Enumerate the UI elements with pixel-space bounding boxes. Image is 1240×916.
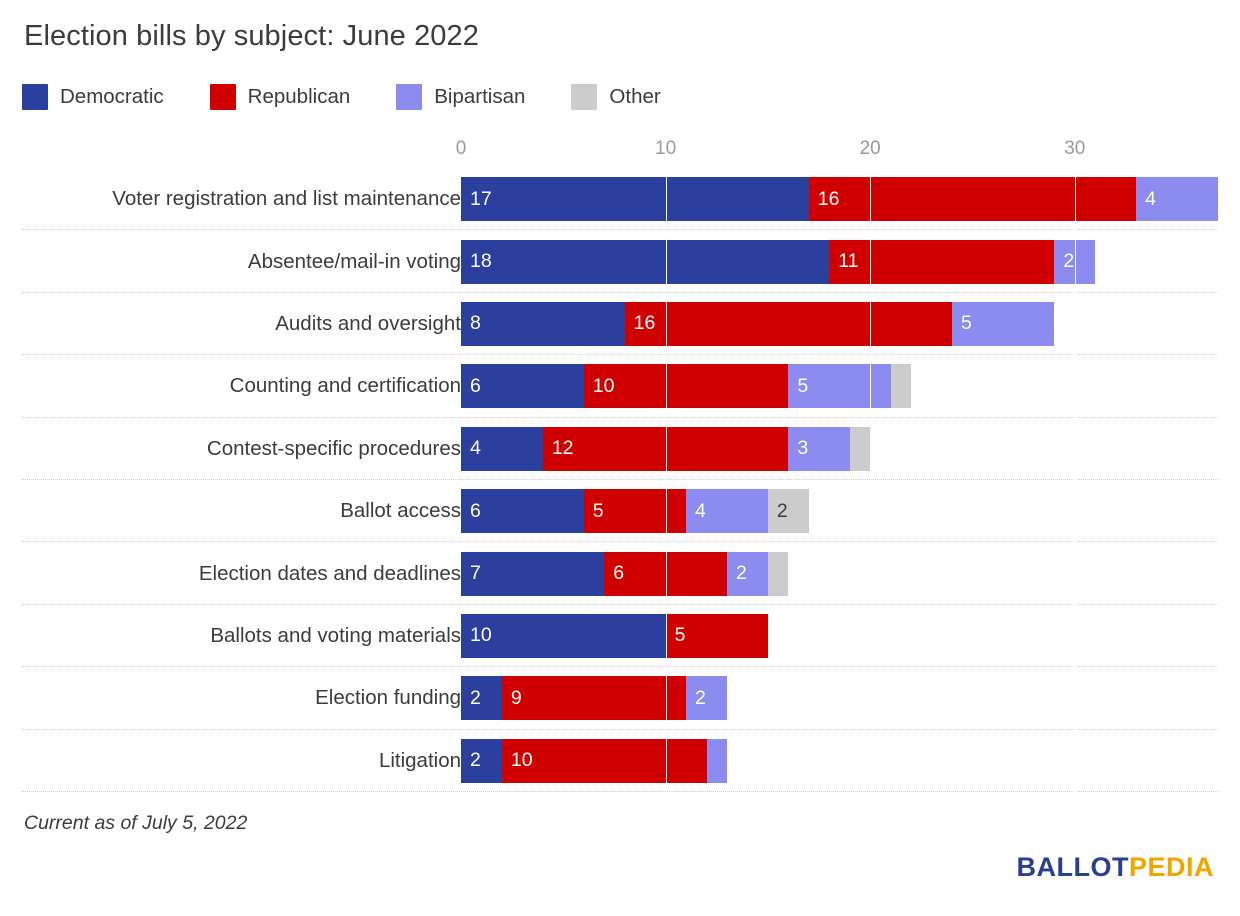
footnote: Current as of July 5, 2022 [24, 812, 248, 834]
bar-segment-republican [809, 177, 1136, 221]
bar-value-label: 2 [470, 749, 481, 772]
chart-row [0, 355, 1240, 417]
row-label: Election dates and deadlines [198, 561, 461, 585]
logo-text-pedia: PEDIA [1128, 852, 1214, 882]
bar-value-label: 5 [674, 624, 686, 647]
chart-row [0, 230, 1240, 292]
bar-value-label: 6 [470, 374, 481, 397]
stacked-bar [461, 302, 1054, 346]
bar-value-label: 10 [510, 749, 533, 772]
page-title: Election bills by subject: June 2022 [24, 20, 479, 52]
bar-segment-bipartisan [788, 427, 849, 471]
chart-row [0, 293, 1240, 355]
bar-segment-other [768, 552, 788, 596]
row-label: Ballots and voting materials [210, 623, 461, 647]
bar-segment-democratic [461, 177, 809, 221]
bar-segment-bipartisan [686, 676, 727, 720]
bar-segment-democratic [461, 552, 604, 596]
bar-segment-democratic [461, 614, 666, 658]
legend-item-democratic [22, 84, 164, 110]
bar-value-label: 6 [613, 562, 625, 585]
bar-segment-republican [584, 489, 686, 533]
bar-segment-bipartisan [1136, 177, 1218, 221]
legend-swatch-democratic [22, 84, 48, 110]
legend-label-other: Other [609, 85, 661, 108]
bar-value-label: 16 [633, 312, 656, 335]
bar-value-label: 5 [592, 499, 604, 522]
bar-value-label: 7 [470, 562, 481, 585]
row-label: Voter registration and list maintenance [112, 187, 461, 211]
bar-segment-bipartisan [707, 739, 727, 783]
bar-value-label: 12 [551, 437, 574, 460]
chart-row [0, 542, 1240, 604]
bar-segment-other [768, 489, 809, 533]
bar-segment-democratic [461, 302, 625, 346]
stacked-bar [461, 676, 727, 720]
legend-label-republican: Republican [247, 85, 351, 108]
legend-label-bipartisan: Bipartisan [434, 85, 526, 108]
bar-value-label: 9 [510, 686, 522, 709]
row-label: Absentee/mail-in voting [247, 249, 461, 273]
row-label: Litigation [378, 748, 461, 772]
bar-segment-bipartisan [727, 552, 768, 596]
legend-swatch-bipartisan [396, 84, 422, 110]
bar-segment-democratic [461, 676, 502, 720]
row-label: Counting and certification [229, 374, 461, 398]
chart-row [0, 667, 1240, 729]
bar-segment-democratic [461, 739, 502, 783]
bar-value-label: 4 [470, 437, 481, 460]
stacked-bar [461, 177, 1218, 221]
row-label: Ballot access [340, 499, 461, 523]
bar-segment-democratic [461, 489, 584, 533]
bar-segment-republican [502, 676, 686, 720]
chart-row [0, 168, 1240, 230]
bar-value-label: 5 [797, 374, 809, 397]
legend-item-other [571, 84, 660, 110]
stacked-bar [461, 364, 911, 408]
bar-segment-bipartisan [788, 364, 890, 408]
chart-row [0, 730, 1240, 792]
bar-segment-bipartisan [686, 489, 768, 533]
x-tick-label: 0 [455, 138, 467, 159]
row-label: Election funding [315, 686, 461, 710]
bar-value-label: 6 [470, 499, 481, 522]
row-label: Audits and oversight [275, 311, 461, 335]
bar-value-label: 3 [797, 437, 809, 460]
bar-segment-other [850, 427, 870, 471]
x-tick-label: 20 [859, 138, 881, 159]
bar-segment-republican [625, 302, 952, 346]
bar-segment-republican [829, 240, 1054, 284]
legend-label-democratic: Democratic [60, 85, 164, 108]
stacked-bar [461, 739, 727, 783]
stacked-bar [461, 489, 809, 533]
row-label: Contest-specific procedures [206, 436, 461, 460]
stacked-bar [461, 427, 870, 471]
chart-row [0, 605, 1240, 667]
bar-segment-republican [543, 427, 789, 471]
bar-segment-democratic [461, 240, 829, 284]
ballotpedia-logo [1016, 852, 1214, 883]
chart-rows [0, 168, 1240, 792]
x-tick-label: 10 [655, 138, 677, 159]
legend-swatch-other [571, 84, 597, 110]
bar-value-label: 10 [592, 374, 615, 397]
bar-value-label: 17 [470, 187, 492, 210]
bar-segment-republican [584, 364, 789, 408]
bar-value-label: 4 [1145, 187, 1156, 210]
row-separator [22, 791, 1218, 792]
stacked-bar [461, 614, 768, 658]
bar-value-label: 2 [1063, 250, 1075, 273]
bar-value-label: 4 [695, 499, 706, 522]
bar-value-label: 10 [470, 624, 492, 647]
bar-segment-bipartisan [1054, 240, 1095, 284]
bar-value-label: 8 [470, 312, 481, 335]
x-tick-label: 30 [1064, 138, 1086, 159]
bar-segment-republican [604, 552, 727, 596]
bar-value-label: 5 [961, 312, 972, 335]
logo-text-ballot: BALLOT [1016, 852, 1129, 882]
bar-segment-other [891, 364, 911, 408]
chart-row [0, 480, 1240, 542]
bar-value-label: 11 [838, 250, 859, 273]
legend-item-republican [210, 84, 351, 110]
stacked-bar [461, 552, 788, 596]
bar-segment-republican [502, 739, 707, 783]
bar-segment-democratic [461, 427, 543, 471]
bar-segment-republican [666, 614, 768, 658]
bar-segment-bipartisan [952, 302, 1054, 346]
chart-row [0, 418, 1240, 480]
bar-value-label: 2 [735, 562, 747, 585]
bar-value-label: 2 [776, 499, 788, 522]
bar-value-label: 16 [817, 187, 840, 210]
bar-segment-democratic [461, 364, 584, 408]
legend-item-bipartisan [396, 84, 525, 110]
chart-legend [22, 84, 707, 110]
bar-value-label: 18 [470, 250, 492, 273]
stacked-bar [461, 240, 1095, 284]
x-axis-tick-labels [0, 138, 1240, 164]
legend-swatch-republican [210, 84, 236, 110]
bar-value-label: 2 [695, 686, 706, 709]
bar-value-label: 2 [470, 686, 481, 709]
